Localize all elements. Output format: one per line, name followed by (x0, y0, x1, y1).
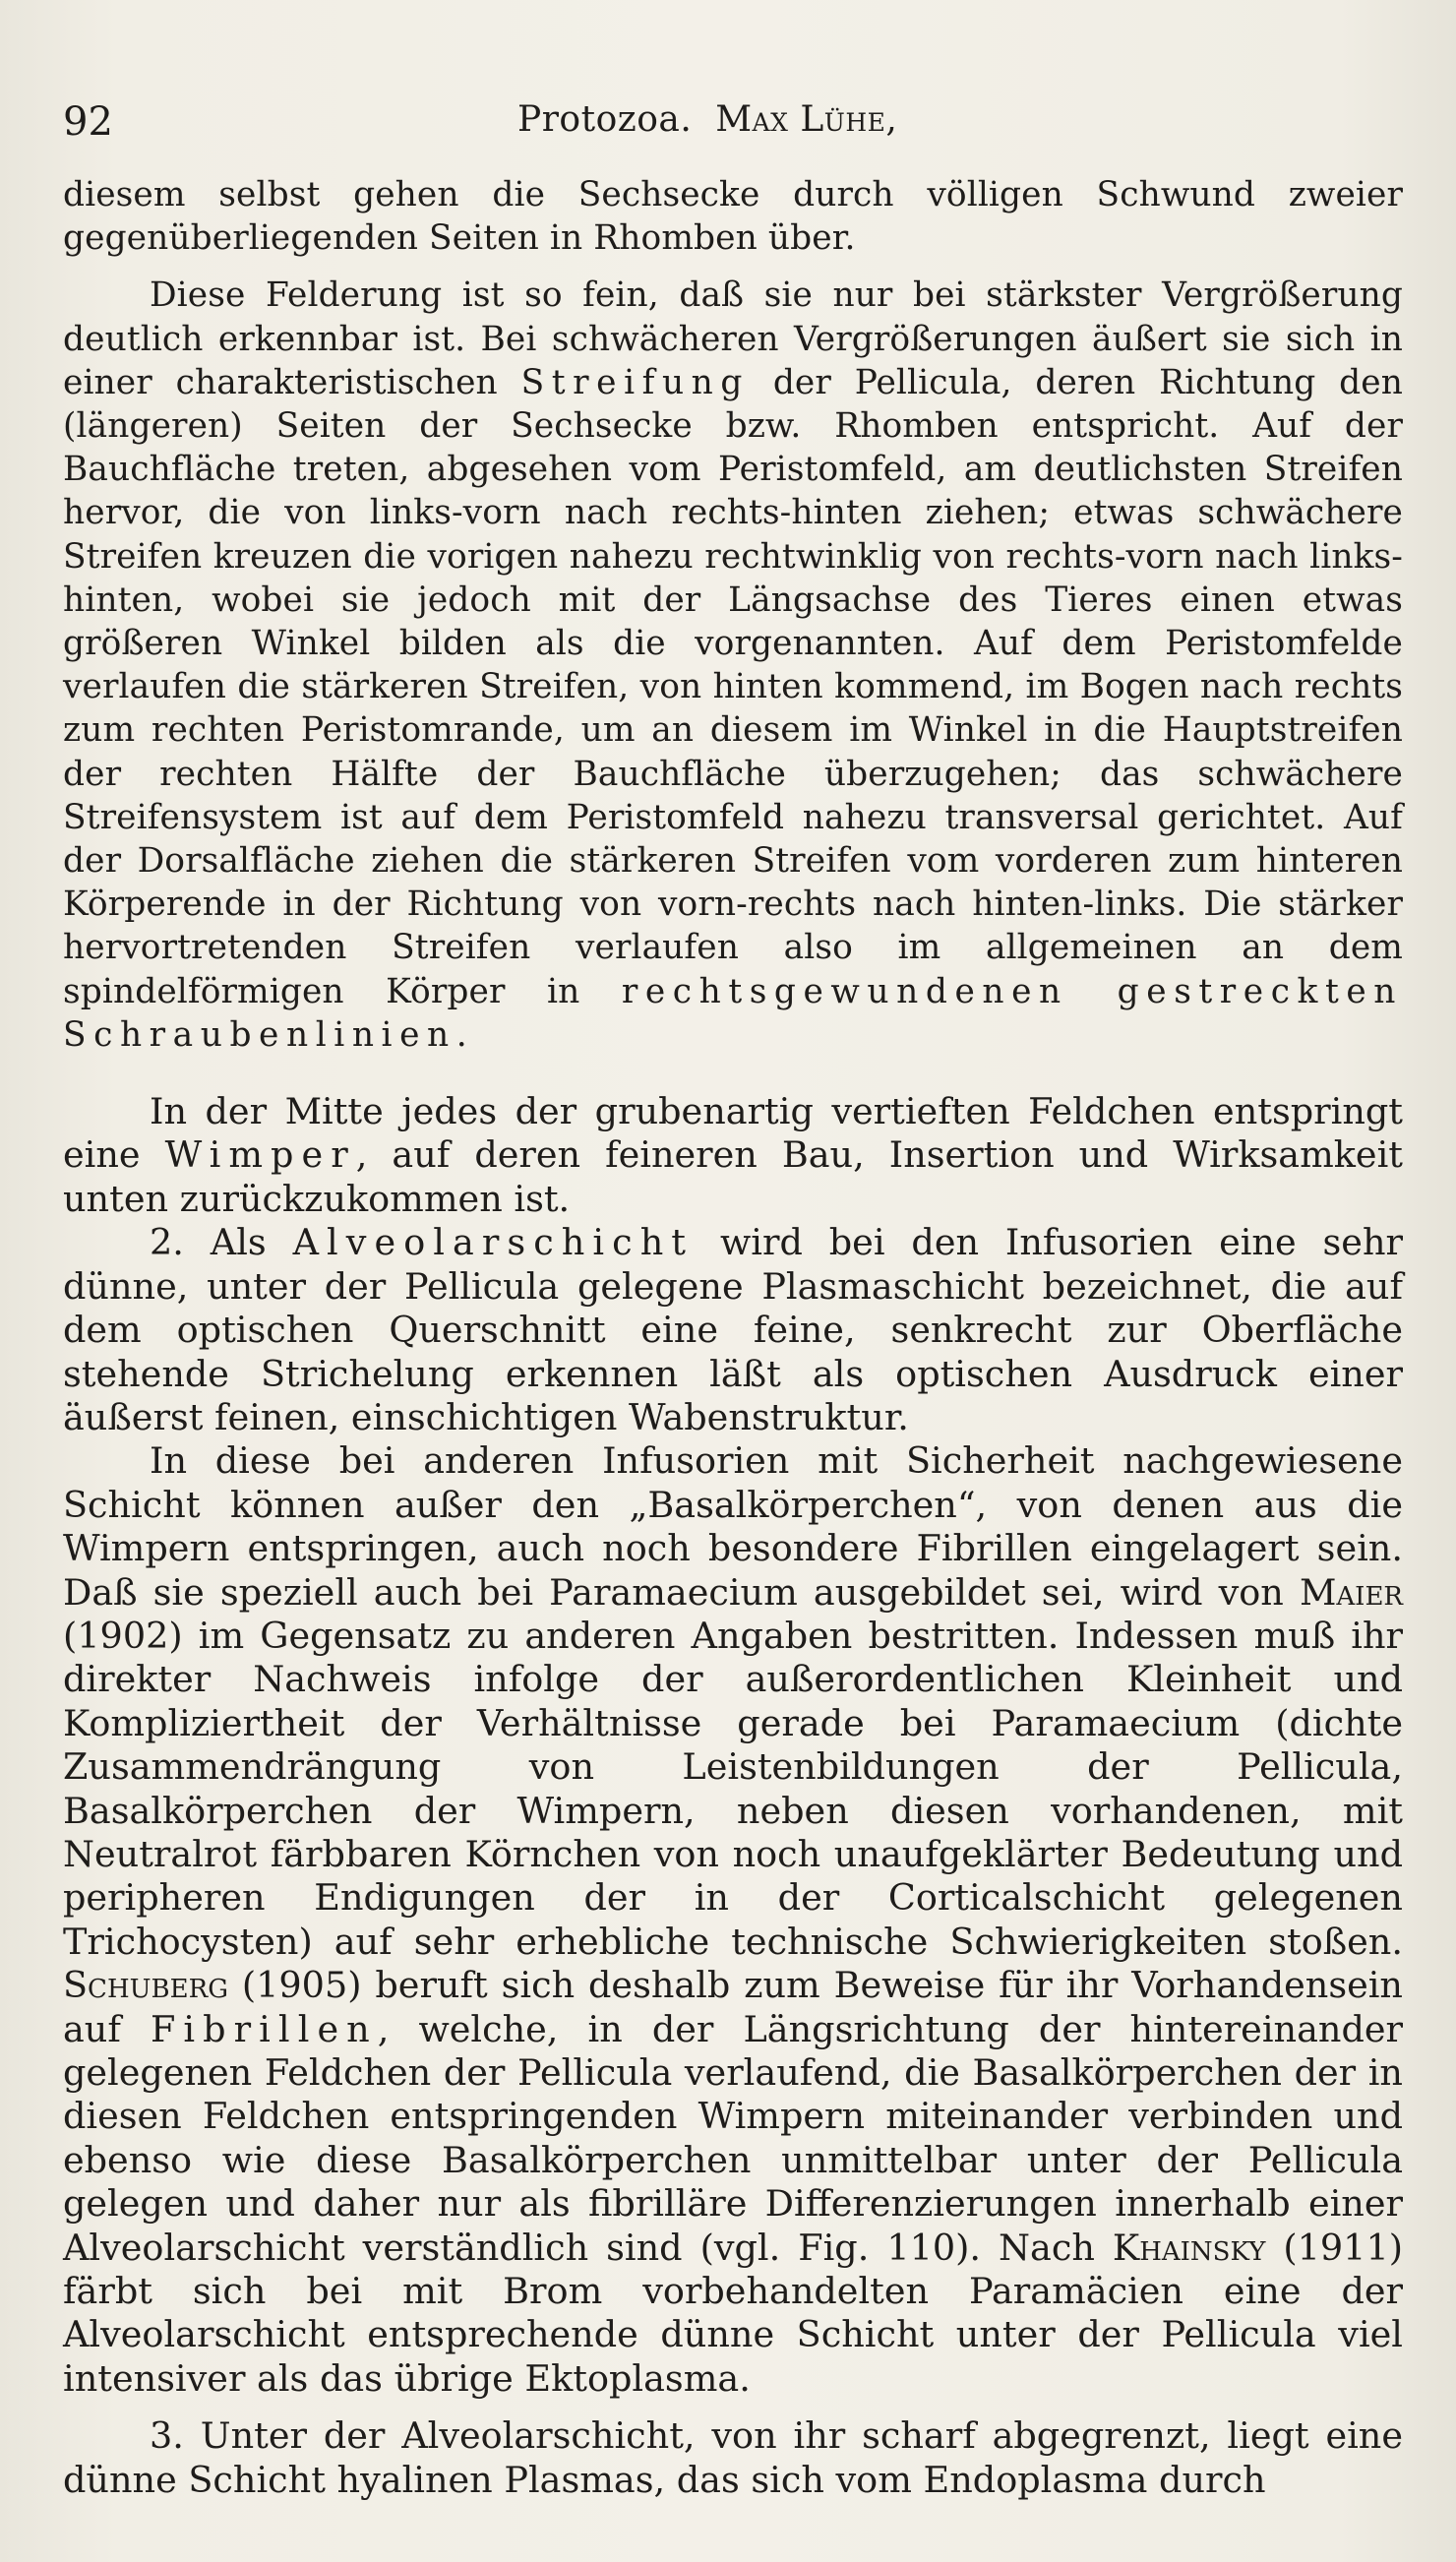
paragraph-text: 2. Als (150, 1221, 293, 1264)
paragraph-text: der Pellicula, deren Richtung den (längeren) Seiten der Sechsecke bzw. Rhomben entspricht. Auf der Bauchfläche treten, abgesehen vom Peristomfeld, am deutlichsten Streifen hervor, die von links-vorn nach rechts-hinten ziehen; etwas schwächere Streifen kreuzen die vorigen nahezu rechtwinklig von rechts-vorn nach links-hinten, wobei sie jedoch mit der Längsachse des Tieres einen etwas größeren Winkel bilden als die vorgenannten. Auf dem Peristomfelde verlaufen die stärkeren Streifen, von hinten kommend, im Bogen nach rechts zum rechten Peristomrande, um an diesem im Winkel in die Hauptstreifen der rechten Hälfte der Bauchfläche überzugehen; das schwächere Streifensystem ist auf dem Peristomfeld nahezu transversal gerichtet. Auf der Dorsalfläche ziehen die stärkeren Streifen vom vorderen zum hinteren Körperende in der Richtung von vorn-rechts nach hinten-links. Die stärker hervortretenden Streifen verlaufen also im allgemeinen an dem spindelförmigen Körper in (63, 362, 1403, 1011)
paragraph-text: (1911) färbt sich bei mit Brom vorbehandelten Paramäcien eine der Alveolarschicht entsprechende dünne Schicht unter der Pellicula viel intensiver als das übrige Ektoplasma. (63, 2226, 1403, 2400)
paragraph-text: (1905) beruft sich deshalb zum Beweise für ihr Vorhandensein auf (63, 1964, 1403, 2050)
author-citation: Maier (1299, 1570, 1403, 1614)
author-citation: Schuberg (63, 1964, 228, 2007)
spaced-term: Streifung (520, 362, 750, 402)
text-block-upper (63, 173, 1403, 1057)
author-name: Max Lühe, (715, 99, 898, 140)
spaced-term: Fibrillen (151, 2007, 378, 2050)
running-title: Protozoa. (517, 99, 693, 140)
paragraph-text: . (455, 1014, 467, 1055)
author-citation: Khainsky (1112, 2226, 1266, 2269)
paragraph-text: 3. Unter der Alveolarschicht, von ihr scharf abgegrenzt, liegt eine dünne Schicht hyalinen Plasmas, das sich vom Endoplasma durch (63, 2414, 1403, 2501)
page-header (63, 94, 1399, 150)
paragraph-hyaline-schicht (63, 2414, 1403, 2502)
paragraph-text: , auf deren feineren Bau, Insertion und Wirksamkeit unten zurückzukommen ist. (63, 1133, 1403, 1220)
paragraph-wimper (63, 1090, 1403, 1221)
paragraph-text: Diese Felderung ist so fein, daß sie nur bei stärkster Vergrößerung deutlich erkennbar ist. Bei schwächeren Vergrößerungen äußert sie sich in einer charakteristischen (63, 275, 1403, 402)
paragraph-felderung (63, 274, 1403, 1057)
paragraph-alveolarschicht (63, 1221, 1403, 1439)
spaced-term: rechtsgewundenen gestreckten Schraubenlinien (63, 971, 1403, 1055)
spaced-term: Alveolarschicht (292, 1221, 695, 1264)
paragraph-text: wird bei den Infusorien eine sehr dünne, unter der Pellicula gelegene Plasmaschicht bezeichnet, die auf dem optischen Querschnitt eine feine, senkrecht zur Oberfläche stehende Strichelung erkennen läßt als optischen Ausdruck einer äußerst feinen, einschichtigen Wabenstruktur. (63, 1221, 1403, 1438)
paragraph-continuation (63, 173, 1403, 260)
page-number: 92 (63, 99, 113, 145)
body-text (63, 173, 1403, 2502)
paragraph-fibrillen (63, 1439, 1403, 2401)
paragraph-text: In diese bei anderen Infusorien mit Sicherheit nachgewiesene Schicht können außer den „Basalkörperchen“, von denen aus die Wimpern entspringen, auch noch besondere Fibrillen eingelagert sein. Daß sie speziell auch bei Paramaecium ausgebildet sei, wird von (63, 1439, 1403, 1614)
paragraph-text: (1902) im Gegensatz zu anderen Angaben bestritten. Indessen muß ihr direkter Nachweis infolge der außerordentlichen Kleinheit und Kompliziertheit der Verhältnisse gerade bei Paramaecium (dichte Zusammendrängung von Leistenbildungen der Pellicula, Basalkörperchen der Wimpern, neben diesen vorhandenen, mit Neutralrot färbbaren Körnchen von noch unaufgeklärter Bedeutung und peripheren Endigungen der in der Corticalschicht gelegenen Trichocysten) auf sehr erhebliche technische Schwierigkeiten stoßen. (63, 1614, 1403, 1963)
text-block-lower (63, 1090, 1403, 2502)
spaced-term: Wimper (164, 1133, 356, 1177)
paragraph-text: diesem selbst gehen die Sechsecke durch völligen Schwund zweier gegenüberliegenden Seiten in Rhomben über. (63, 175, 1403, 259)
paragraph-text: In der Mitte jedes der grubenartig vertieften Feldchen entspringt eine (63, 1090, 1403, 1177)
running-head (517, 96, 897, 144)
paragraph-text: , welche, in der Längsrichtung der hintereinander gelegenen Feldchen der Pellicula verlaufend, die Basalkörperchen der in diesen Feldchen entspringenden Wimpern miteinander verbinden und ebenso wie diese Basalkörperchen unmittelbar unter der Pellicula gelegen und daher nur als fibrilläre Differenzierungen innerhalb einer Alveolarschicht verständlich sind (vgl. Fig. 110). Nach (63, 2007, 1403, 2269)
